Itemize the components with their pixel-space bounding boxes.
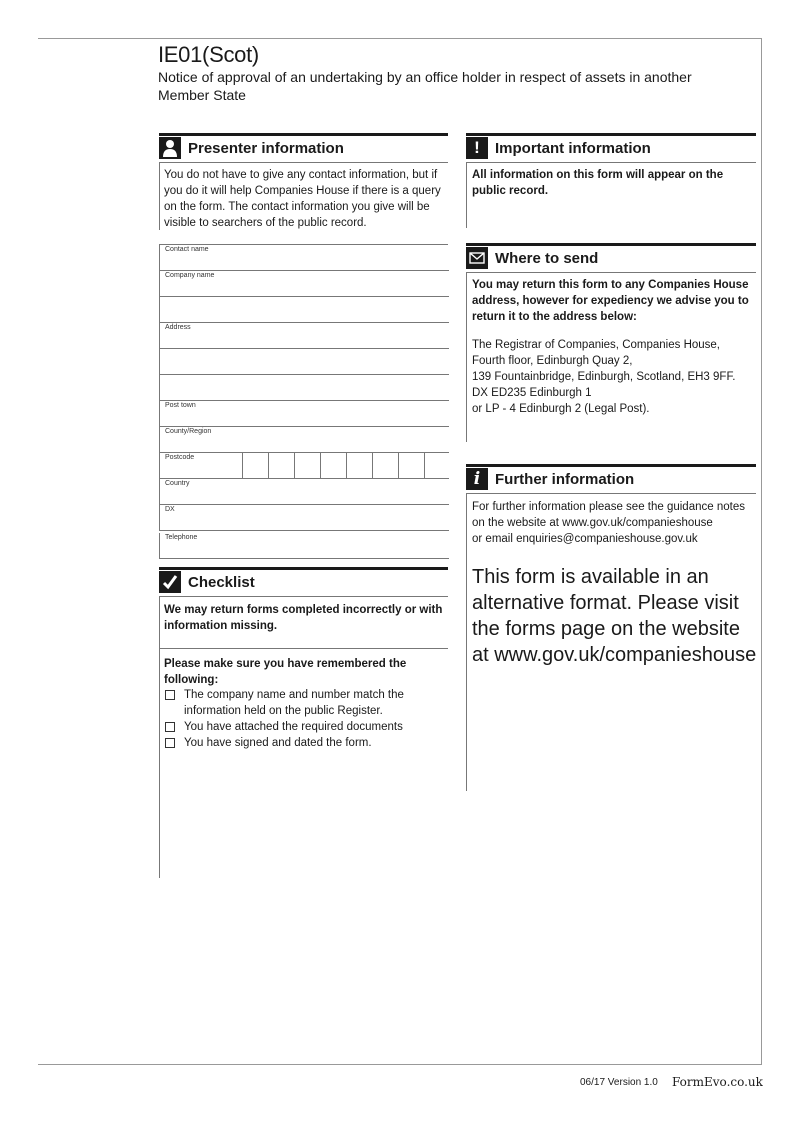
checklist-heading: Checklist bbox=[188, 573, 255, 591]
contact-name-field[interactable] bbox=[159, 245, 449, 271]
where-to-send-lead: You may return this form to any Companies House address, however for expediency we advise you to return it to the address below: bbox=[472, 279, 749, 323]
form-title: Notice of approval of an undertaking by an office holder in respect of assets in another Member State bbox=[158, 69, 692, 103]
exclamation-icon: ! bbox=[466, 137, 488, 159]
postcode-field[interactable] bbox=[159, 453, 449, 479]
where-to-send-heading: Where to send bbox=[495, 249, 599, 267]
country-label: Country bbox=[165, 480, 190, 487]
checklist-item-text: You have attached the required documents bbox=[184, 721, 403, 733]
important-heading: Important information bbox=[495, 139, 651, 157]
address-line: Fourth floor, Edinburgh Quay 2, bbox=[472, 355, 633, 367]
checklist-divider bbox=[159, 648, 448, 649]
info-icon: i bbox=[466, 468, 488, 490]
footer-brand: FormEvo.co.uk bbox=[672, 1075, 763, 1089]
contact-name-label: Contact name bbox=[165, 246, 209, 253]
postcode-label: Postcode bbox=[165, 454, 195, 461]
further-info-heading: Further information bbox=[495, 470, 635, 488]
checkbox[interactable] bbox=[165, 738, 175, 748]
further-info-section-header bbox=[466, 464, 756, 491]
where-to-send-header-rule bbox=[466, 272, 756, 273]
checklist-section-header bbox=[159, 567, 448, 594]
county-region-field[interactable] bbox=[159, 427, 449, 453]
address-label: Address bbox=[165, 324, 191, 331]
checklist-item-text: The company name and number match the information held on the public Register. bbox=[184, 689, 404, 717]
address-line-3[interactable] bbox=[159, 375, 449, 401]
telephone-label: Telephone bbox=[165, 534, 198, 541]
company-name-field[interactable] bbox=[159, 271, 449, 297]
post-town-field[interactable] bbox=[159, 401, 449, 427]
checklist-item[interactable] bbox=[164, 719, 444, 735]
important-text: All information on this form will appear on the public record. bbox=[472, 169, 724, 197]
checkmark-icon bbox=[159, 571, 181, 593]
checklist-lead: Please make sure you have remembered the following: bbox=[164, 658, 407, 686]
postcode-box[interactable] bbox=[346, 453, 369, 478]
address-line: or LP - 4 Edinburgh 2 (Legal Post). bbox=[472, 403, 650, 415]
address-line: DX ED235 Edinburgh 1 bbox=[472, 387, 592, 399]
further-info-left-border bbox=[466, 493, 467, 791]
checklist-item[interactable] bbox=[164, 735, 444, 751]
checklist-warning: We may return forms completed incorrectly or with information missing. bbox=[164, 604, 443, 632]
company-name-line-2[interactable] bbox=[159, 297, 449, 323]
form-code: IE01(Scot) bbox=[158, 42, 259, 67]
further-info-text bbox=[472, 499, 758, 547]
person-icon bbox=[159, 137, 181, 159]
presenter-intro-border bbox=[159, 162, 160, 230]
postcode-box[interactable] bbox=[242, 453, 265, 478]
postcode-box[interactable] bbox=[268, 453, 291, 478]
further-info-line: For further information please see the guidance notes bbox=[472, 501, 745, 513]
further-info-line: or email enquiries@companieshouse.gov.uk bbox=[472, 533, 698, 545]
where-to-send-left-border bbox=[466, 272, 467, 442]
alternative-format-notice: This form is available in an alternative format. Please visit the forms page on the website at www.gov.uk/companieshouse bbox=[472, 566, 757, 666]
country-field[interactable] bbox=[159, 479, 449, 505]
where-to-send-address bbox=[472, 337, 758, 417]
presenter-section-header bbox=[159, 133, 448, 160]
further-info-line: on the website at www.gov.uk/companieshouse bbox=[472, 517, 713, 529]
important-left-border bbox=[466, 162, 467, 228]
presenter-intro: You do not have to give any contact information, but if you do it will help Companies House if there is a query on the form. The contact information you give will be visible to searchers of the public record. bbox=[164, 169, 441, 229]
important-section-header bbox=[466, 133, 756, 160]
checklist-items bbox=[164, 687, 444, 751]
postcode-box[interactable] bbox=[320, 453, 343, 478]
checklist-item-text: You have signed and dated the form. bbox=[184, 737, 372, 749]
postcode-box[interactable] bbox=[424, 453, 447, 478]
footer-version: 06/17 Version 1.0 bbox=[580, 1077, 658, 1088]
checklist-header-rule bbox=[159, 596, 448, 597]
dx-field[interactable] bbox=[159, 505, 449, 531]
envelope-icon bbox=[466, 247, 488, 269]
company-name-label: Company name bbox=[165, 272, 215, 279]
checkbox[interactable] bbox=[165, 690, 175, 700]
address-field[interactable] bbox=[159, 323, 449, 349]
frame-right-rule bbox=[761, 38, 762, 1064]
post-town-label: Post town bbox=[165, 402, 196, 409]
dx-label: DX bbox=[165, 506, 175, 513]
frame-top-rule bbox=[38, 38, 762, 39]
checkbox[interactable] bbox=[165, 722, 175, 732]
checklist-left-border bbox=[159, 596, 160, 878]
address-line: 139 Fountainbridge, Edinburgh, Scotland, EH3 9FF. bbox=[472, 371, 736, 383]
county-region-label: County/Region bbox=[165, 428, 212, 435]
postcode-box[interactable] bbox=[372, 453, 395, 478]
where-to-send-section-header bbox=[466, 243, 756, 270]
address-line: The Registrar of Companies, Companies House, bbox=[472, 339, 721, 351]
telephone-field[interactable] bbox=[159, 533, 449, 559]
presenter-heading: Presenter information bbox=[188, 139, 344, 157]
important-header-rule bbox=[466, 162, 756, 163]
presenter-header-rule bbox=[159, 162, 448, 163]
checklist-item[interactable] bbox=[164, 687, 444, 719]
frame-bottom-rule bbox=[38, 1064, 762, 1065]
further-info-header-rule bbox=[466, 493, 756, 494]
postcode-box[interactable] bbox=[398, 453, 421, 478]
address-line-2[interactable] bbox=[159, 349, 449, 375]
postcode-box[interactable] bbox=[294, 453, 317, 478]
